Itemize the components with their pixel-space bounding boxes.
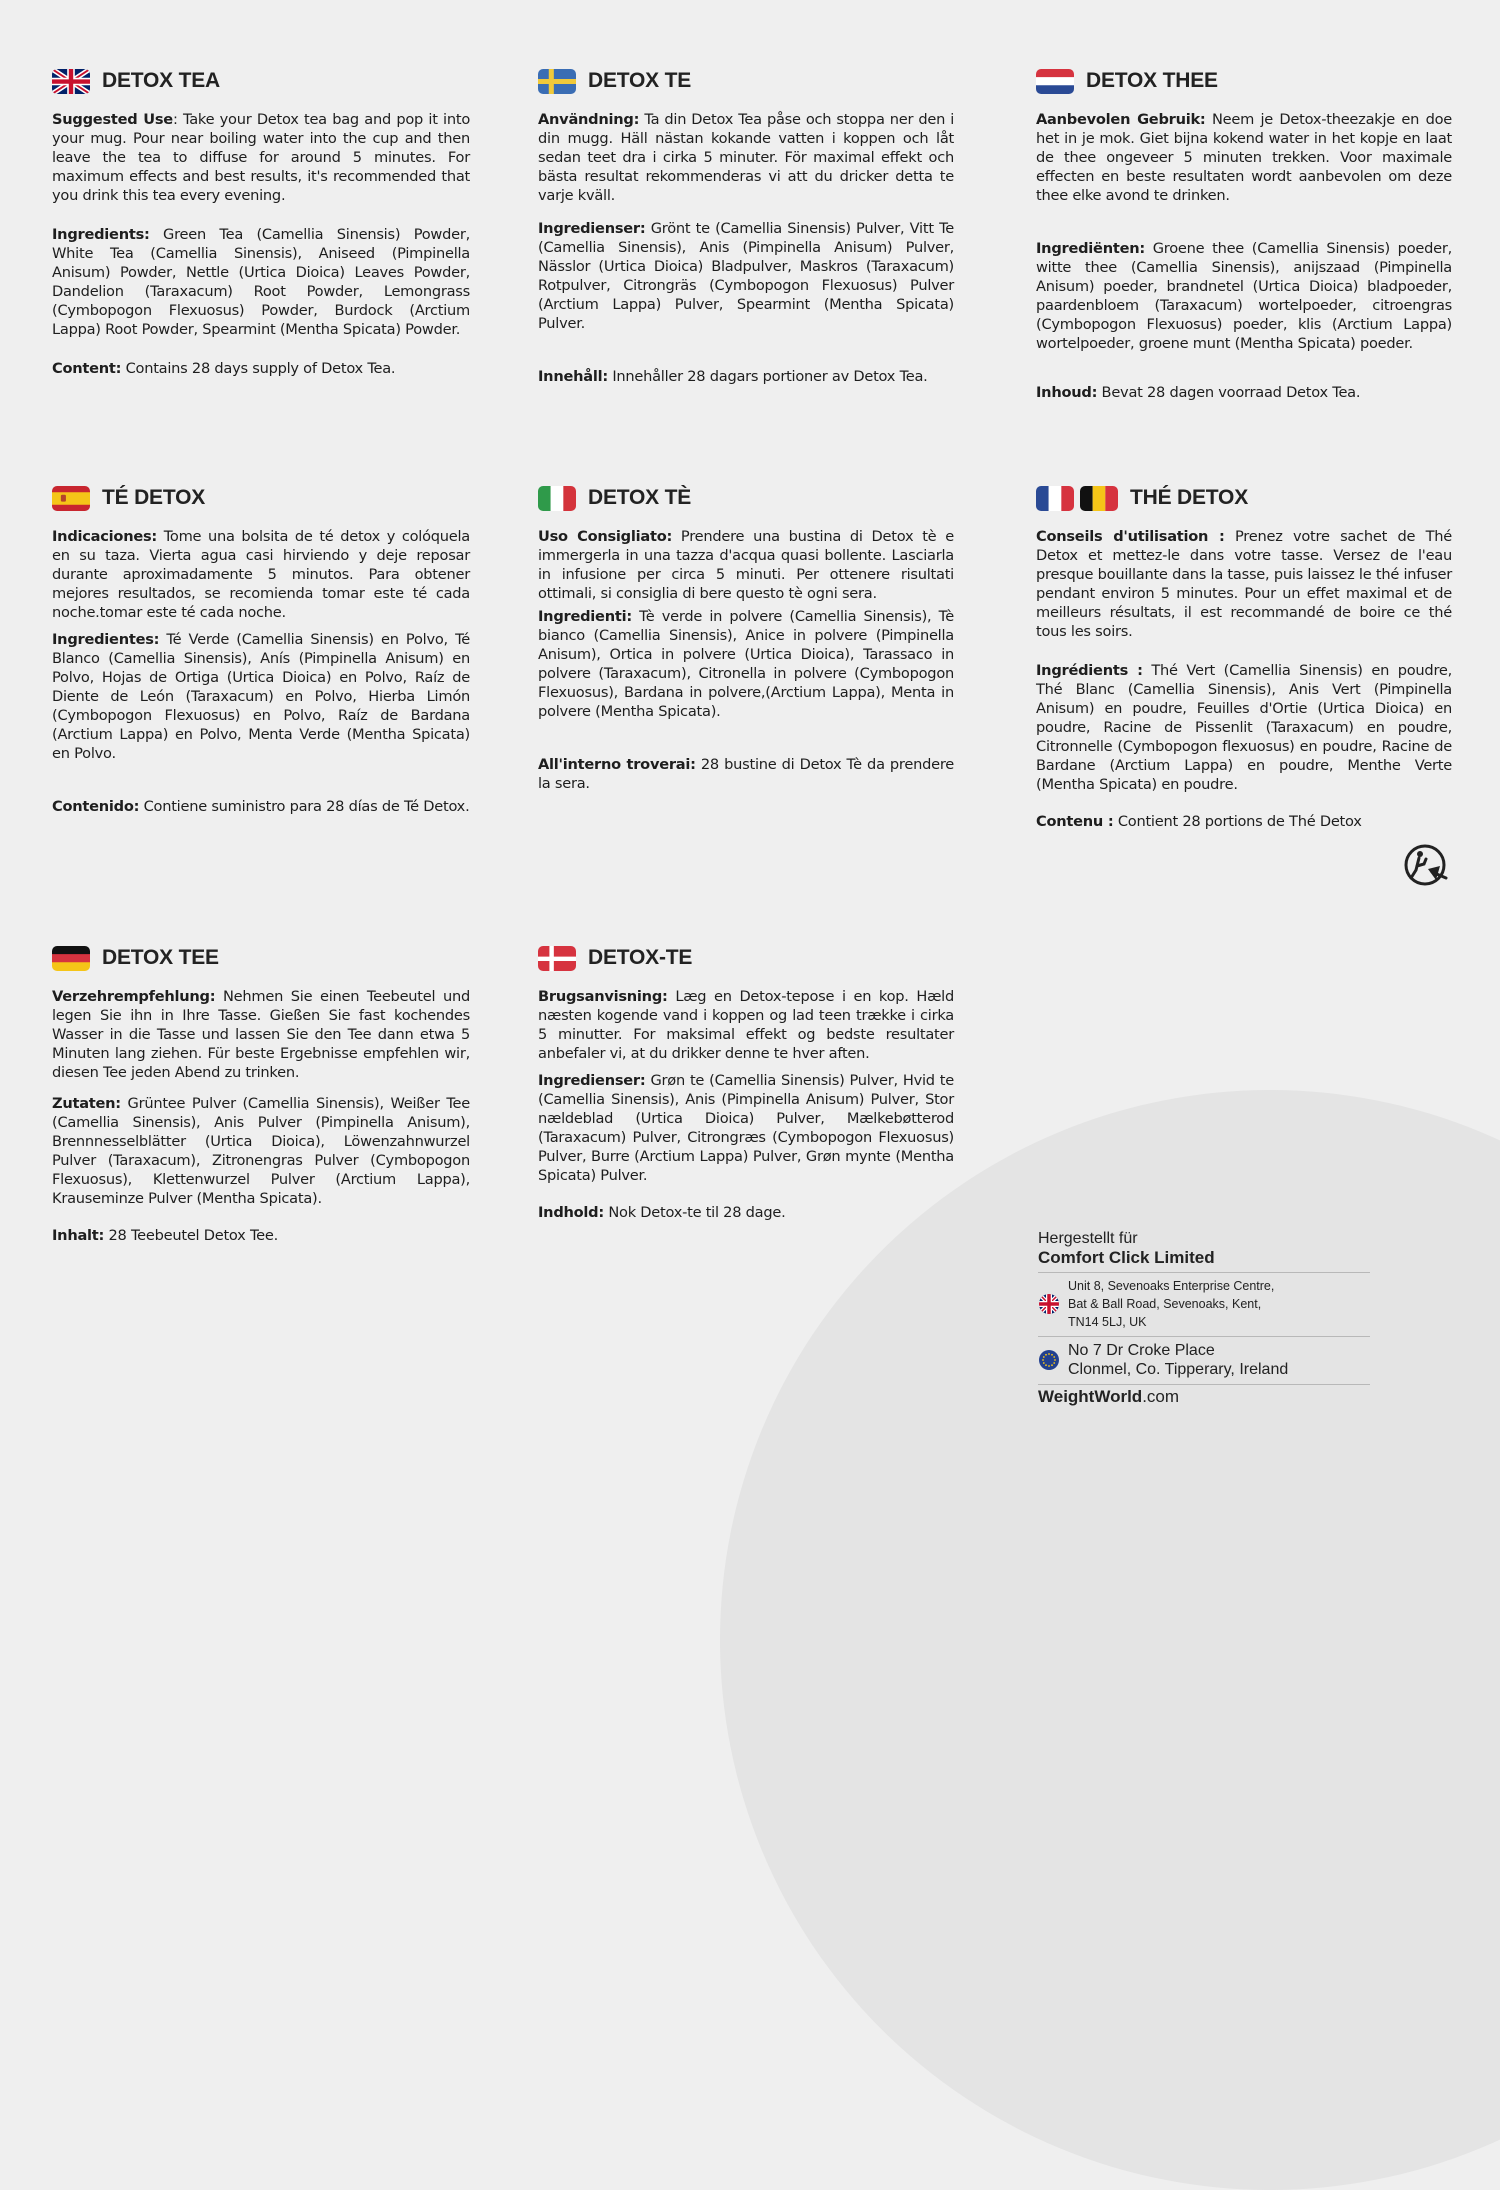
manufacturer-company: Comfort Click Limited — [1038, 1248, 1215, 1267]
ingredients-label: Zutaten: — [52, 1095, 121, 1112]
usage-text: Læg en Detox-tepose i en kop. Hæld næsten kogende vand i koppen og lad teen trække i cirka 5 minutter. For maksimal effekt og bedste resultater anbefaler vi, at du drikker denne te hver aften. — [538, 988, 954, 1062]
ingredients-text: Green Tea (Camellia Sinensis) Powder, White Tea (Camellia Sinensis), Aniseed (Pimpinella Anisum) Powder, Nettle (Urtica Dioica) Leaves Powder, Dandelion (Taraxacum) Root Powder, Lemongrass (Cymbopogon Flexuosus) Powder, Burdock (Arctium Lappa) Root Powder, Spearmint (Mentha Spicata) Powder. — [52, 226, 470, 338]
ingredients-text: Groene thee (Camellia Sinensis) poeder, witte thee (Camellia Sinensis), anijszaad (Pimpinella Anisum) poeder, brandnetel (Urtica Dioica) bladpoeder, paardenbloem (Taraxacum) wortelpoeder, citroengras (Cymbopogon Flexuosus) poeder, klis (Arctium Lappa) wortelpoeder, groene munt (Mentha Spicata) poeder. — [1036, 240, 1452, 352]
content-label: Contenido: — [52, 798, 140, 815]
ingredients-text: Té Verde (Camellia Sinensis) en Polvo, Té Blanco (Camellia Sinensis), Anís (Pimpinella Anisum) en Polvo, Hojas de Ortiga (Urtica Dioica) en Polvo, Raíz de Diente de León (Taraxacum) en Polvo, Hierba Limón (Cymbopogon Flexuosus) en Polvo, Raíz de Bardana (Arctium Lappa) en Polvo, Menta Verde (Mentha Spicata) en Polvo. — [52, 631, 470, 762]
section-heading — [538, 943, 954, 973]
uk-address-line: Unit 8, Sevenoaks Enterprise Centre, — [1068, 1279, 1275, 1293]
section-heading — [1036, 66, 1452, 96]
content-paragraph — [52, 1226, 470, 1245]
section-danish — [538, 943, 954, 1236]
ingredients-label: Ingredienser: — [538, 1072, 646, 1089]
uk-address-line: TN14 5LJ, UK — [1068, 1315, 1147, 1329]
section-heading — [52, 66, 470, 96]
section-dutch — [1036, 66, 1452, 416]
uk-address — [1068, 1277, 1274, 1331]
tidyman-recycle-icon — [1402, 842, 1452, 888]
usage-label: Conseils d'utilisation : — [1036, 528, 1225, 545]
usage-paragraph — [1036, 110, 1452, 205]
flag-spain-icon — [52, 486, 90, 511]
section-title: THÉ DETOX — [1130, 486, 1248, 509]
ingredients-label: Ingredients: — [52, 226, 150, 243]
ingredients-paragraph — [1036, 239, 1452, 353]
usage-text: Nehmen Sie einen Teebeutel und legen Sie ihn in Ihre Tasse. Gießen Sie fast kochendes Wasser in die Tasse und lassen Sie den Tee dann etwa 5 Minuten lang ziehen. Für beste Ergebnisse empfehlen wir, diesen Tee jeden Abend zu trinken. — [52, 988, 470, 1081]
content-label: Indhold: — [538, 1204, 604, 1221]
ingredients-paragraph — [1036, 661, 1452, 794]
section-title: DETOX TEE — [102, 946, 219, 969]
eu-address-row — [1038, 1336, 1370, 1384]
manufacturer-block — [1038, 1229, 1370, 1407]
section-spanish — [52, 483, 470, 830]
usage-label: Uso Consigliato: — [538, 528, 673, 545]
ingredients-text: Grøn te (Camellia Sinensis) Pulver, Hvid te (Camellia Sinensis), Anis (Pimpinella Anisum) Pulver, Stor nældeblad (Urtica Dioica) Pulver, Mælkebøtterod (Taraxacum) Pulver, Citrongræs (Cymbopogon Flexuosus) Pulver, Burre (Arctium Lappa) Pulver, Grøn mynte (Mentha Spicata) Pulver. — [538, 1072, 954, 1184]
ingredients-text: Grönt te (Camellia Sinensis) Pulver, Vitt Te (Camellia Sinensis), Anis (Pimpinella Anisum) Pulver, Nässlor (Urtica Dioica) Bladpulver, Maskros (Taraxacum) Rotpulver, Citrongräs (Cymbopogon Flexuosus) Pulver (Arctium Lappa) Pulver, Spearmint (Mentha Spicata) Pulver. — [538, 220, 954, 332]
section-title: DETOX TÈ — [588, 486, 692, 509]
usage-text: Ta din Detox Tea påse och stoppa ner den i din mugg. Häll nästan kokande vatten i koppen och låt sedan teet dra i cirka 5 minuter. För maximal effekt och bästa resultat rekommenderas vi att du dricker detta te varje kväll. — [538, 111, 954, 204]
usage-paragraph — [52, 110, 470, 205]
uk-address-row — [1038, 1272, 1370, 1336]
usage-paragraph — [52, 987, 470, 1082]
ingredients-paragraph — [52, 225, 470, 339]
flag-denmark-icon — [538, 946, 576, 971]
section-heading — [1036, 483, 1452, 513]
eu-address-line: Clonmel, Co. Tipperary, Ireland — [1068, 1361, 1289, 1378]
content-paragraph — [538, 755, 954, 793]
content-paragraph — [52, 359, 470, 378]
usage-label: Aanbevolen Gebruik: — [1036, 111, 1206, 128]
content-paragraph — [538, 1203, 954, 1222]
section-heading — [52, 943, 470, 973]
usage-paragraph — [538, 987, 954, 1063]
ingredients-label: Ingredientes: — [52, 631, 160, 648]
flag-uk-icon — [1038, 1293, 1060, 1315]
flag-italy-icon — [538, 486, 576, 511]
usage-paragraph — [1036, 527, 1452, 641]
flag-france-icon — [1036, 486, 1074, 511]
section-english — [52, 66, 470, 392]
section-title: DETOX THEE — [1086, 69, 1218, 92]
flag-germany-icon — [52, 946, 90, 971]
content-label: Innehåll: — [538, 368, 608, 385]
usage-paragraph — [538, 527, 954, 603]
usage-label: Brugsanvisning: — [538, 988, 668, 1005]
usage-text: : Take your Detox tea bag and pop it into your mug. Pour near boiling water into the cup and then leave the tea to diffuse for around 5 minutes. For maximum effects and best results, it's recommended that you drink this tea every evening. — [52, 111, 470, 204]
ingredients-label: Ingrediënten: — [1036, 240, 1145, 257]
content-text: Contiene suministro para 28 días de Té Detox. — [139, 798, 470, 815]
ingredients-paragraph — [52, 630, 470, 763]
usage-text: Neem je Detox-theezakje en doe het in je mok. Giet bijna kokend water in het kopje en laat de thee ongeveer 5 minuten trekken. Voor maximale effecten en beste resultaten wordt aanbevolen om deze thee elke avond te drinken. — [1036, 111, 1452, 204]
content-paragraph — [1036, 383, 1452, 402]
eu-address-line: No 7 Dr Croke Place — [1068, 1342, 1215, 1359]
section-italian — [538, 483, 954, 807]
ingredients-label: Ingrédients : — [1036, 662, 1143, 679]
usage-label: Indicaciones: — [52, 528, 158, 545]
ingredients-paragraph — [538, 219, 954, 333]
section-heading — [538, 483, 954, 513]
content-text: Nok Detox-te til 28 dage. — [603, 1204, 786, 1221]
ingredients-paragraph — [538, 1071, 954, 1185]
content-label: All'interno troverai: — [538, 756, 696, 773]
usage-text: Prenez votre sachet de Thé Detox et mettez-le dans votre tasse. Versez de l'eau presque bouillante dans la tasse, puis laissez le thé infuser pendant environ 5 minutes. Pour un effet maximal et de meilleurs résultats, il est recommandé de boire ce thé tous les soirs. — [1036, 528, 1452, 640]
usage-paragraph — [52, 527, 470, 622]
usage-text: Tome una bolsita de té detox y colóquela en su taza. Vierta agua casi hirviendo y deje reposar durante aproximadamente 5 minutos. Para obtener mejores resultados, se recomienda tomar este té cada noche.tomar este té cada noche. — [52, 528, 470, 621]
uk-address-line: Bat & Ball Road, Sevenoaks, Kent, — [1068, 1297, 1262, 1311]
ingredients-text: Thé Vert (Camellia Sinensis) en poudre, Thé Blanc (Camellia Sinensis), Anis Vert (Pimpinella Anisum) en poudre, Feuilles d'Ortie (Urtica Dioica) en poudre, Racine de Pissenlit (Taraxacum) en poudre, Citronnelle (Cymbopogon flexuosus) en poudre, Racine de Bardane (Arctium Lappa) en poudre, Menthe Verte (Mentha Spicata) en poudre. — [1036, 662, 1452, 793]
usage-label: Verzehrempfehlung: — [52, 988, 216, 1005]
content-text: Innehåller 28 dagars portioner av Detox Tea. — [607, 368, 928, 385]
ingredients-label: Ingredienser: — [538, 220, 646, 237]
flag-eu-icon — [1038, 1349, 1060, 1371]
content-paragraph — [1036, 812, 1452, 831]
eu-address — [1068, 1341, 1288, 1379]
section-title: DETOX TEA — [102, 69, 220, 92]
flag-belgium-icon — [1080, 486, 1118, 511]
section-swedish — [538, 66, 954, 400]
flag-sweden-icon — [538, 69, 576, 94]
section-german — [52, 943, 470, 1259]
content-paragraph — [538, 367, 954, 386]
ingredients-label: Ingredienti: — [538, 608, 632, 625]
content-paragraph — [52, 797, 470, 816]
website-rest: .com — [1142, 1387, 1180, 1406]
content-text: Contient 28 portions de Thé Detox — [1113, 813, 1362, 830]
content-text: 28 bustine di Detox Tè da prendere la sera. — [538, 756, 954, 792]
usage-text: Prendere una bustina di Detox tè e immergerla in una tazza d'acqua quasi bollente. Lasciarla in infusione per circa 5 minuti. Per ottenere risultati ottimali, si consiglia di bere questo tè ogni sera. — [538, 528, 954, 602]
usage-label: Suggested Use — [52, 111, 173, 128]
content-label: Contenu : — [1036, 813, 1114, 830]
ingredients-paragraph — [52, 1094, 470, 1208]
content-label: Inhoud: — [1036, 384, 1098, 401]
content-text: Bevat 28 dagen voorraad Detox Tea. — [1097, 384, 1361, 401]
manufacturer-label: Hergestellt für — [1038, 1230, 1138, 1247]
website — [1038, 1384, 1370, 1407]
flag-netherlands-icon — [1036, 69, 1074, 94]
section-title: TÉ DETOX — [102, 486, 206, 509]
content-label: Content: — [52, 360, 122, 377]
flag-uk-icon — [52, 69, 90, 94]
content-text: Contains 28 days supply of Detox Tea. — [121, 360, 396, 377]
usage-paragraph — [538, 110, 954, 205]
content-text: 28 Teebeutel Detox Tee. — [104, 1227, 278, 1244]
section-heading — [52, 483, 470, 513]
section-french — [1036, 483, 1452, 845]
usage-label: Användning: — [538, 111, 640, 128]
section-title: DETOX TE — [588, 69, 692, 92]
website-bold: WeightWorld — [1038, 1387, 1143, 1406]
content-label: Inhalt: — [52, 1227, 105, 1244]
section-heading — [538, 66, 954, 96]
ingredients-text: Tè verde in polvere (Camellia Sinensis), Tè bianco (Camellia Sinensis), Anice in polvere (Pimpinella Anisum), Ortica in polvere (Urtica Dioica), Tarassaco in polvere (Taraxacum), Citronella in polvere (Cymbopogon Flexuosus), Bardana in polvere,(Arctium Lappa), Menta in polvere (Mentha Spicata). — [538, 608, 954, 720]
ingredients-text: Grüntee Pulver (Camellia Sinensis), Weißer Tee (Camellia Sinensis), Anis Pulver (Pimpinella Anisum), Brennnesselblätter (Urtica Dioica), Löwenzahnwurzel Pulver (Taraxacum), Zitronengras Pulver (Cymbopogon Flexuosus), Klettenwurzel Pulver (Arctium Lappa), Krauseminze Pulver (Mentha Spicata). — [52, 1095, 470, 1207]
section-title: DETOX-TE — [588, 946, 693, 969]
ingredients-paragraph — [538, 607, 954, 721]
